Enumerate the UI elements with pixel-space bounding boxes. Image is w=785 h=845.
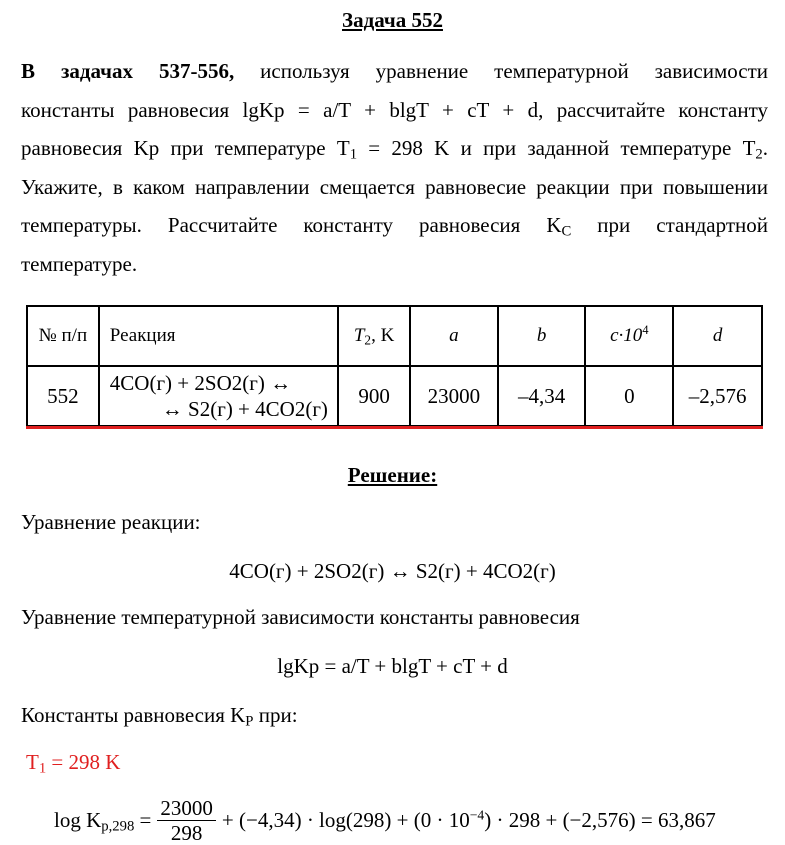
header-c xyxy=(585,306,673,366)
solution-heading: Решение: xyxy=(347,463,438,487)
cell-num: 552 xyxy=(27,366,99,426)
a-symbol: a xyxy=(449,325,459,346)
problem-line-3-b: = 298 K и при заданной температуре T xyxy=(357,136,756,161)
header-b xyxy=(498,306,586,366)
formula-lhs-subscript: p,298 xyxy=(101,818,135,835)
problem-line-5 xyxy=(21,206,768,245)
problem-line-1-text: используя уравнение температурной зависимости xyxy=(234,59,768,83)
kp-subscript: P xyxy=(245,713,254,730)
problem-line-1 xyxy=(21,52,768,91)
problem-line-3-a: равновесия Kp при температуре T xyxy=(21,136,350,161)
c-superscript: 4 xyxy=(642,323,649,338)
kp-label-end: при: xyxy=(253,703,298,727)
problem-line-6: температуре. xyxy=(21,251,138,276)
table-header-row xyxy=(27,306,762,366)
problem-line-3-c: . xyxy=(762,136,768,161)
kp-label-text: Константы равновесия K xyxy=(21,703,246,727)
cell-c: 0 xyxy=(585,366,673,426)
kc-subscript: C xyxy=(561,224,572,241)
t2-subscript: 2 xyxy=(755,146,763,163)
header-t2 xyxy=(338,306,410,366)
t1-symbol: T xyxy=(26,750,39,774)
t1-value: = 298 K xyxy=(46,750,121,774)
formula-lhs: $\log K_{p,298}$ = xyxy=(54,808,152,835)
problem-line-5-b: при стандартной xyxy=(571,213,768,238)
t1-label xyxy=(26,750,120,775)
formula-lhs-text: log K xyxy=(54,808,102,832)
t2-symbol: T xyxy=(353,325,365,346)
data-table xyxy=(26,305,763,427)
problem-statement xyxy=(21,52,768,284)
cell-d: –2,576 xyxy=(673,366,762,426)
cell-a: 23000 xyxy=(410,366,498,426)
c-symbol: c·10 xyxy=(610,325,643,346)
temp-dependence-label: Уравнение температурной зависимости константы равновесия xyxy=(21,605,580,629)
fraction-numerator: 23000 xyxy=(157,796,216,821)
header-reaction: Реакция xyxy=(99,306,338,366)
problem-line-2: константы равновесия lgKp = a/T + blgT + cT + d, рассчитайте константу xyxy=(21,97,768,122)
t2-header-subscript: 2 xyxy=(364,332,372,348)
cell-b: –4,34 xyxy=(498,366,586,426)
t2-unit: , K xyxy=(371,325,395,346)
formula-fraction xyxy=(157,796,216,845)
problem-line-5-a: температуры. Рассчитайте константу равновесия K xyxy=(21,213,562,238)
header-d xyxy=(673,306,762,366)
fraction-denominator: 298 xyxy=(170,821,203,845)
page-title: Задача 552 xyxy=(342,8,443,32)
reaction-label: Уравнение реакции: xyxy=(21,510,201,534)
problem-line-3 xyxy=(21,129,768,168)
kp-label xyxy=(21,703,298,728)
reaction-line-2: ↔ S2(г) + 4CO2(г) xyxy=(161,397,328,421)
temp-dependence-equation: lgKp = a/T + blgT + cT + d xyxy=(277,654,508,678)
formula-superscript: −4 xyxy=(469,807,485,823)
cell-t2: 900 xyxy=(338,366,410,426)
problem-line-4: Укажите, в каком направлении смещается равновесие реакции при повышении xyxy=(21,174,768,199)
table-row xyxy=(27,366,762,426)
t1-subscript: 1 xyxy=(349,146,358,163)
t1-label-subscript: 1 xyxy=(38,760,47,777)
formula-rest-text: + (−4,34) · log(298) + (0 · 10 xyxy=(221,808,470,832)
logk-formula xyxy=(54,796,716,845)
reaction-equation: 4CO(г) + 2SO2(г) ↔ S2(г) + 4CO2(г) xyxy=(229,559,556,583)
formula-rest xyxy=(222,808,716,833)
cell-reaction xyxy=(99,366,338,426)
problem-bold-lead: В задачах 537-556, xyxy=(21,59,235,83)
reaction-line-1: 4CO(г) + 2SO2(г) ↔ xyxy=(109,371,292,395)
b-symbol: b xyxy=(536,325,547,346)
header-a xyxy=(410,306,498,366)
d-symbol: d xyxy=(712,325,723,346)
header-num: № п/п xyxy=(27,306,99,366)
red-underline xyxy=(26,426,763,429)
formula-rest-end: ) · 298 + (−2,576) = 63,867 xyxy=(484,808,716,832)
